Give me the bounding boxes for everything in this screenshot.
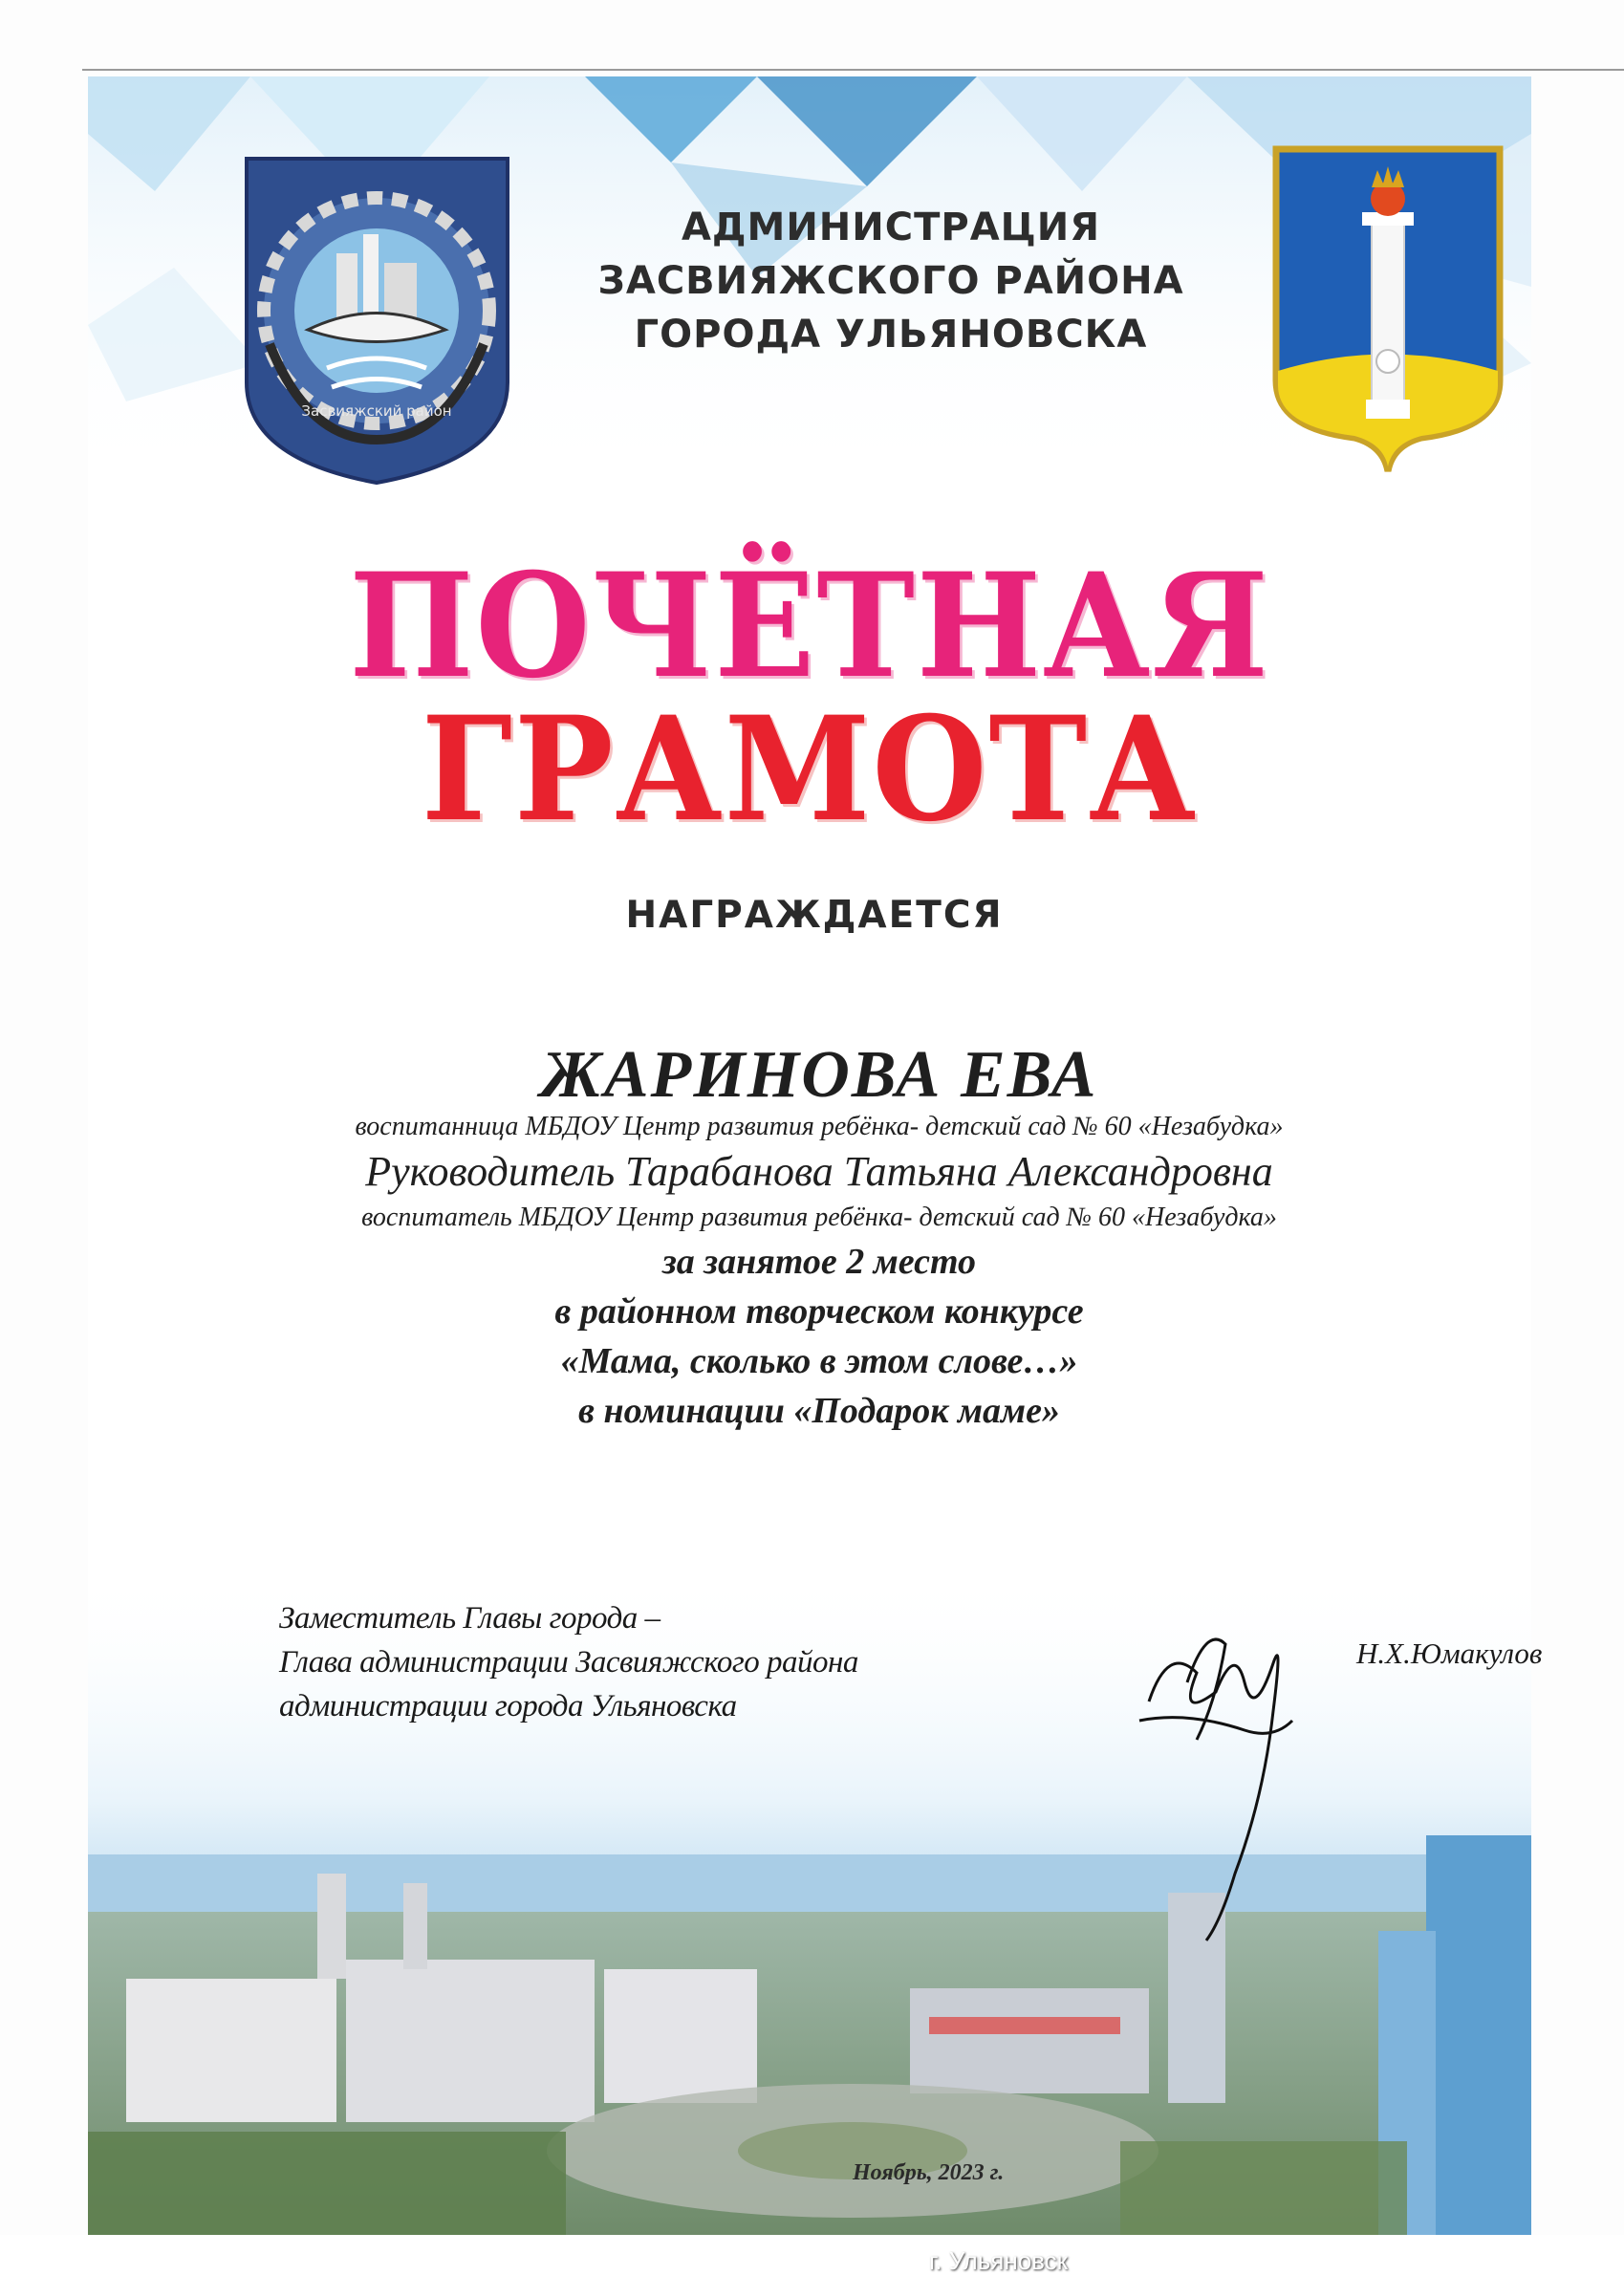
- leader-name: Руководитель Тарабанова Татьяна Александровна: [365, 1148, 1273, 1195]
- page-edge-line: [82, 69, 1624, 71]
- reason-line: в районном творческом конкурсе: [554, 1291, 1084, 1332]
- signer-name: Н.Х.Юмакулов: [1356, 1637, 1543, 1670]
- recipient-role: воспитанница МБДОУ Центр развития ребёнка- детский сад № 60 «Незабудка»: [355, 1112, 1284, 1141]
- reason-line: «Мама, сколько в этом слове…»: [560, 1341, 1078, 1381]
- organization-line: ЗАСВИЯЖСКОГО РАЙОНА: [597, 259, 1184, 303]
- handwritten-signature: [1130, 1587, 1302, 1950]
- signer-title: [279, 1596, 858, 1728]
- organization-title: [537, 201, 1245, 361]
- svg-text:Засвияжский район: Засвияжский район: [301, 402, 452, 420]
- ulyanovsk-coat-of-arms-icon: [1268, 141, 1507, 486]
- signer-title-line: администрации города Ульяновска: [279, 1689, 737, 1723]
- organization-line: ГОРОДА УЛЬЯНОВСКА: [634, 313, 1148, 357]
- certificate-title-line2: ГРАМОТА: [421, 685, 1199, 854]
- reason-line: за занятое 2 место: [661, 1242, 977, 1282]
- awarded-label: НАГРАЖДАЕТСЯ: [625, 894, 1004, 937]
- recipient-name: ЖАРИНОВА ЕВА: [540, 1038, 1098, 1112]
- district-coat-of-arms-icon: [241, 153, 513, 488]
- organization-line: АДМИНИСТРАЦИЯ: [681, 206, 1101, 249]
- certificate-page: [88, 76, 1543, 2275]
- certificate-title-line1: ПОЧЁТНАЯ: [349, 542, 1270, 710]
- leader-role: воспитатель МБДОУ Центр развития ребёнка- детский сад № 60 «Незабудка»: [361, 1203, 1277, 1232]
- issue-place: г. Ульяновск: [929, 2246, 1069, 2275]
- reason-line: в номинации «Подарок маме»: [578, 1391, 1060, 1431]
- signer-title-line: Заместитель Главы города –: [279, 1601, 660, 1636]
- signer-title-line: Глава администрации Засвияжского района: [279, 1645, 858, 1680]
- issue-date: Ноябрь, 2023 г.: [853, 2160, 1005, 2185]
